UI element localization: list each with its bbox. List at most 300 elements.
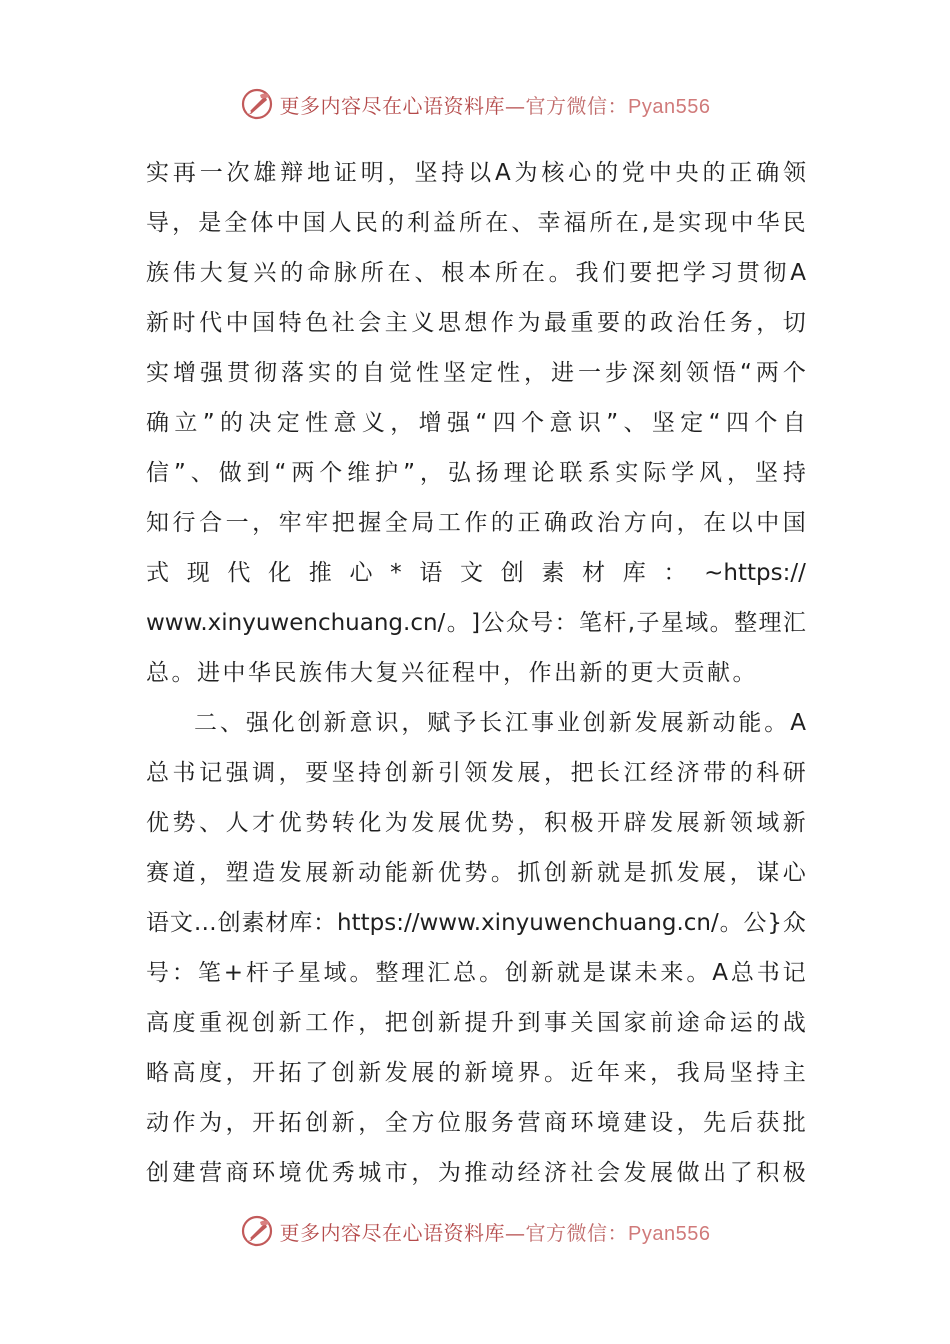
text-glyph: ,	[627, 610, 636, 636]
text-glyph: ，	[225, 1110, 249, 1136]
text-glyph: …	[193, 910, 217, 936]
text-glyph: 。	[548, 260, 572, 286]
text-glyph: 展	[703, 860, 727, 886]
text-glyph: 市	[384, 1160, 408, 1186]
text-line	[146, 198, 806, 248]
text-glyph: 福	[563, 210, 587, 236]
text-glyph: 所	[360, 260, 384, 286]
text-glyph: 营	[517, 1110, 541, 1136]
text-glyph: 了	[305, 1060, 329, 1086]
text-glyph: 彻	[254, 360, 277, 386]
text-glyph: 视	[225, 1010, 249, 1036]
text-glyph: 家	[623, 1010, 647, 1036]
text-glyph: 杆	[245, 960, 269, 986]
text-line	[146, 1048, 806, 1098]
text-glyph: 展	[411, 1060, 435, 1086]
text-glyph: 坚	[729, 1060, 753, 1086]
text-glyph: 推	[308, 560, 332, 586]
text-glyph: 创	[500, 560, 524, 586]
text-glyph: 动	[712, 710, 736, 736]
text-glyph: 化	[268, 560, 292, 586]
text-glyph: ，	[411, 1160, 435, 1186]
text-glyph: 作	[464, 510, 488, 536]
text-glyph: 事	[530, 710, 554, 736]
text-glyph: 新	[278, 1010, 302, 1036]
text-glyph: 局	[703, 1060, 727, 1086]
text-glyph: 众	[782, 910, 806, 936]
text-glyph: 是	[582, 960, 606, 986]
text-glyph: 理	[758, 610, 782, 636]
text-glyph: 命	[307, 260, 331, 286]
text-glyph: 的	[335, 360, 358, 386]
text-glyph: 、	[623, 410, 647, 436]
text-glyph: 前	[650, 1010, 674, 1036]
text-glyph: 开	[252, 1110, 276, 1136]
text-glyph: 业	[556, 710, 580, 736]
text-glyph: 个	[319, 460, 343, 486]
text-glyph: 展	[437, 810, 461, 836]
text-glyph: 文	[460, 560, 483, 586]
text-glyph: 强	[200, 360, 223, 386]
text-glyph: 境	[278, 1160, 302, 1186]
text-glyph: 步	[605, 360, 628, 386]
text-glyph: 服	[464, 1110, 488, 1136]
text-glyph: ，	[401, 710, 425, 736]
text-glyph: 城	[358, 1160, 382, 1186]
text-glyph: 幸	[537, 210, 561, 236]
text-glyph: 联	[559, 460, 583, 486]
text-glyph: 为	[384, 810, 408, 836]
text-glyph: 做	[676, 1160, 700, 1186]
text-glyph: 正	[729, 160, 753, 186]
text-glyph: 高	[146, 1010, 169, 1036]
text-glyph: ，	[676, 1110, 700, 1136]
text-glyph: 引	[437, 760, 461, 786]
text-glyph: 特	[278, 310, 302, 336]
text-glyph: 社	[331, 310, 355, 336]
text-glyph: 们	[602, 260, 626, 286]
text-line	[146, 898, 806, 948]
text-glyph: 到	[517, 1010, 541, 1036]
text-glyph: 兴	[253, 260, 277, 286]
text-glyph: 号	[146, 960, 169, 986]
text-glyph: 商	[543, 1110, 567, 1136]
text-glyph: 极	[570, 810, 594, 836]
text-glyph: 经	[650, 760, 674, 786]
text-glyph: 发	[634, 710, 658, 736]
text-glyph: 境	[597, 1110, 621, 1136]
text-glyph: 我	[676, 1060, 700, 1086]
text-glyph: 新	[782, 810, 806, 836]
text-glyph: 人	[225, 810, 249, 836]
text-glyph: 域	[323, 960, 347, 986]
text-glyph: ：	[663, 560, 687, 586]
text-glyph: 根	[441, 260, 465, 286]
quill-logo-icon	[240, 1214, 274, 1248]
text-glyph: 持	[782, 460, 806, 486]
text-glyph: 发	[650, 810, 674, 836]
text-glyph: 笔	[197, 960, 221, 986]
text-glyph: 辩	[280, 160, 304, 186]
text-glyph: 动	[358, 860, 382, 886]
text-glyph: 。	[479, 960, 503, 986]
text-glyph: 号	[530, 610, 554, 636]
text-glyph: 个	[521, 410, 545, 436]
text-glyph: 进	[551, 360, 574, 386]
text-glyph: 来	[660, 960, 684, 986]
text-line-paragraph-start	[146, 698, 806, 748]
text-glyph: 星	[660, 610, 684, 636]
text-glyph: 伟	[172, 260, 196, 286]
text-glyph: 是	[198, 210, 222, 236]
text-glyph: 近	[570, 1060, 594, 1086]
text-glyph: A	[712, 960, 728, 986]
text-glyph: 牢	[305, 510, 329, 536]
text-glyph: 学	[671, 460, 695, 486]
text-glyph: 总	[453, 960, 477, 986]
text-glyph: 商	[225, 1160, 249, 1186]
text-line	[146, 148, 806, 198]
text-glyph: 在	[703, 510, 727, 536]
text-glyph: 新	[686, 710, 710, 736]
text-glyph: 创	[331, 1060, 355, 1086]
text-glyph: 代	[199, 310, 223, 336]
text-glyph: 、	[199, 810, 223, 836]
text-glyph: 工	[305, 1010, 329, 1036]
text-glyph: 导	[146, 210, 169, 236]
text-glyph: 域	[685, 610, 709, 636]
text-glyph: 四	[725, 410, 749, 436]
text-glyph: 带	[703, 760, 727, 786]
text-glyph: 重	[570, 310, 594, 336]
text-glyph: 一	[225, 510, 249, 536]
text-glyph: 坚	[331, 760, 355, 786]
text-glyph: 环	[252, 1160, 276, 1186]
text-glyph: 新	[608, 710, 632, 736]
text-glyph: 造	[252, 860, 276, 886]
text-glyph: 优	[278, 810, 302, 836]
text-glyph: ，	[358, 1010, 382, 1036]
text-glyph: 式	[146, 560, 169, 586]
text-glyph: 子	[636, 610, 660, 636]
text-glyph: ,	[641, 210, 650, 236]
text-glyph: 工	[437, 510, 461, 536]
text-glyph: 的	[220, 410, 244, 436]
text-glyph: 展	[517, 760, 541, 786]
text-glyph: 脉	[333, 260, 357, 286]
text-glyph: 关	[570, 1010, 594, 1036]
text-glyph: ，	[543, 760, 567, 786]
text-glyph: 实	[146, 160, 169, 186]
text-glyph: 事	[543, 1010, 567, 1036]
quill-logo-icon	[240, 87, 274, 121]
text-glyph: 的	[702, 160, 726, 186]
text-glyph: 调	[252, 760, 276, 786]
text-glyph: A	[790, 260, 806, 286]
text-glyph: 要	[305, 760, 329, 786]
text-glyph: 务	[490, 1110, 514, 1136]
text-glyph: 积	[756, 1160, 780, 1186]
text-glyph: 汇	[427, 960, 451, 986]
text-glyph: 升	[490, 1010, 514, 1036]
text-glyph: 合	[199, 510, 223, 536]
text-glyph: ，	[252, 510, 276, 536]
text-glyph: 、	[414, 260, 438, 286]
text-glyph: 意	[349, 710, 373, 736]
text-glyph: 来	[623, 1060, 647, 1086]
text-line	[146, 548, 806, 598]
text-glyph: 中	[756, 510, 780, 536]
text-glyph: 位	[437, 1110, 461, 1136]
text-glyph: 创	[252, 1010, 276, 1036]
text-line	[146, 448, 806, 498]
text-glyph: ，	[517, 810, 541, 836]
text-line	[146, 748, 806, 798]
text-glyph: 方	[411, 1110, 435, 1136]
text-glyph: 的	[437, 1060, 461, 1086]
text-glyph: 自	[362, 360, 385, 386]
text-glyph: 我	[575, 260, 599, 286]
text-glyph: 会	[358, 310, 382, 336]
text-glyph: 。	[709, 610, 733, 636]
text-glyph: 领	[464, 760, 488, 786]
text-glyph: 新	[358, 1060, 382, 1086]
text-glyph: 思	[437, 310, 461, 336]
text-glyph: 代	[227, 560, 251, 586]
text-glyph: 治	[597, 510, 621, 536]
text-glyph: 把	[570, 760, 594, 786]
text-glyph: 优	[305, 1160, 329, 1186]
text-glyph: 系	[587, 460, 611, 486]
text-glyph: 新	[331, 860, 355, 886]
text-glyph: 以	[468, 160, 492, 186]
text-glyph: 。	[719, 910, 743, 936]
text-glyph: 做	[218, 460, 242, 486]
text-glyph: 确	[543, 510, 567, 536]
banner-slogan: 更多内容尽在心语资料库	[279, 93, 506, 118]
text-glyph: ，	[729, 860, 753, 886]
text-glyph: 以	[729, 510, 753, 536]
text-glyph: 为	[199, 1110, 223, 1136]
text-glyph: 新	[411, 760, 435, 786]
text-glyph: 中	[648, 160, 672, 186]
text-glyph: ，	[278, 760, 302, 786]
text-glyph: 创	[504, 960, 528, 986]
banner-wechat-label: 官方微信：	[525, 93, 629, 118]
text-glyph: 民	[354, 210, 378, 236]
text-glyph: 就	[597, 860, 621, 886]
text-glyph: 益	[433, 210, 457, 236]
text-line	[146, 498, 806, 548]
text-glyph: 深	[632, 360, 655, 386]
text-glyph: 库	[622, 560, 646, 586]
text-glyph: 心	[782, 860, 806, 886]
text-glyph: “	[740, 360, 752, 386]
text-glyph: 经	[517, 1160, 541, 1186]
text-glyph: 社	[570, 1160, 594, 1186]
text-glyph: ，	[756, 310, 780, 336]
text-glyph: 发	[384, 1060, 408, 1086]
text-glyph: 信	[146, 460, 169, 486]
text-glyph: 持	[441, 160, 465, 186]
text-glyph: 新	[530, 960, 554, 986]
text-glyph: 整	[734, 610, 758, 636]
text-glyph: ，	[387, 160, 411, 186]
text-glyph: 整	[375, 960, 399, 986]
text-line	[146, 348, 806, 398]
text-glyph: 任	[703, 310, 727, 336]
text-glyph: 坚	[651, 410, 675, 436]
text-line	[146, 1148, 806, 1198]
text-glyph: 性	[497, 360, 520, 386]
text-glyph: 人	[328, 210, 352, 236]
text-glyph: 势	[490, 810, 514, 836]
text-glyph: 学	[682, 260, 706, 286]
text-glyph: 作	[490, 310, 514, 336]
text-glyph: 决	[248, 410, 272, 436]
text-glyph: 谋	[608, 960, 632, 986]
text-glyph: “	[475, 410, 488, 436]
text-glyph: 落	[281, 360, 304, 386]
text-glyph: 国	[597, 1010, 621, 1036]
text-glyph: 坚	[754, 460, 778, 486]
text-glyph: 新	[323, 710, 347, 736]
text-glyph: 、	[190, 460, 214, 486]
text-glyph: 拓	[278, 1110, 302, 1136]
text-glyph: 长	[479, 710, 503, 736]
text-glyph: 把	[384, 1010, 408, 1036]
text-glyph: 优	[437, 860, 461, 886]
text-glyph: 获	[756, 1110, 780, 1136]
text-glyph: 华	[756, 210, 780, 236]
text-glyph: 持	[358, 760, 382, 786]
text-glyph: 体	[250, 210, 274, 236]
text-glyph: 研	[782, 760, 806, 786]
text-glyph: 政	[650, 310, 674, 336]
text-glyph: A	[494, 160, 511, 186]
text-glyph: 推	[464, 1160, 488, 1186]
text-glyph: ，	[524, 360, 547, 386]
text-glyph: 性	[416, 360, 439, 386]
text-glyph: 江	[623, 760, 647, 786]
text-line	[146, 398, 806, 448]
text-glyph: 国	[252, 310, 276, 336]
text-glyph: 展	[650, 1160, 674, 1186]
text-glyph: 途	[676, 1010, 700, 1036]
text-glyph: 批	[782, 1110, 806, 1136]
text-glyph: 公	[481, 610, 505, 636]
text-glyph: 贯	[736, 260, 760, 286]
text-glyph: 提	[464, 1010, 488, 1036]
text-glyph: 际	[643, 460, 667, 486]
text-glyph: 的	[756, 1010, 780, 1036]
text-glyph: 。	[686, 960, 710, 986]
text-glyph: 展	[660, 710, 684, 736]
text-glyph: 创	[543, 860, 567, 886]
text-glyph: 坚	[443, 360, 466, 386]
text-glyph: 一	[199, 160, 223, 186]
text-glyph: 国	[782, 510, 806, 536]
text-glyph: 材	[582, 560, 606, 586]
text-glyph: 强	[447, 410, 471, 436]
banner-separator: —	[505, 1220, 526, 1245]
text-glyph: 创	[146, 1160, 169, 1186]
text-glyph: 定	[680, 410, 704, 436]
text-glyph: 记	[199, 760, 223, 786]
text-glyph: 建	[623, 1110, 647, 1136]
text-glyph: 强	[225, 760, 249, 786]
text-glyph: 雄	[253, 160, 277, 186]
text-glyph: 个	[754, 410, 778, 436]
text-line	[146, 848, 806, 898]
text-glyph: A	[790, 710, 806, 736]
text-glyph: 实	[146, 360, 169, 386]
text-glyph: ，	[358, 1110, 382, 1136]
text-glyph: 在	[387, 260, 411, 286]
text-glyph: 为	[514, 160, 538, 186]
text-glyph: 开	[252, 1060, 276, 1086]
text-glyph: 所	[589, 210, 613, 236]
text-glyph: 予	[453, 710, 477, 736]
text-glyph: 义	[361, 410, 385, 436]
text-glyph: 化	[358, 810, 382, 836]
text-glyph: 要	[597, 310, 621, 336]
text-glyph: 所	[459, 210, 483, 236]
text-glyph: 道	[172, 860, 196, 886]
text-glyph: 心	[568, 160, 592, 186]
text-glyph: 才	[252, 810, 276, 836]
text-glyph: 新	[437, 1010, 461, 1036]
text-glyph: 济	[543, 1160, 567, 1186]
text-glyph: 义	[411, 310, 435, 336]
text-glyph: 自	[782, 410, 806, 436]
text-glyph: 创	[297, 710, 321, 736]
text-glyph: 扬	[475, 460, 499, 486]
text-glyph: 理	[401, 960, 425, 986]
text-glyph: 护	[375, 460, 399, 486]
text-glyph: 心	[349, 560, 373, 586]
text-glyph: 切	[782, 310, 806, 336]
text-glyph: *	[390, 560, 402, 586]
text-glyph: 化	[271, 710, 295, 736]
text-glyph: 素	[541, 560, 565, 586]
text-glyph: 材	[265, 910, 289, 936]
text-glyph: 是	[623, 860, 647, 886]
text-glyph: 环	[570, 1110, 594, 1136]
text-glyph: 高	[172, 1060, 196, 1086]
text-glyph: 新	[146, 310, 169, 336]
text-glyph: 民	[782, 210, 806, 236]
text-glyph: 总	[146, 760, 169, 786]
banner-account: Pyan556	[628, 1222, 711, 1245]
text-glyph: 展	[676, 810, 700, 836]
text-glyph: 新	[331, 1110, 355, 1136]
banner-text	[280, 1217, 711, 1246]
banner-separator: —	[505, 93, 526, 118]
text-glyph: 领	[782, 160, 806, 186]
text-glyph: ，	[676, 510, 700, 536]
text-glyph: 全	[384, 1110, 408, 1136]
text-glyph: “	[274, 460, 287, 486]
text-glyph: 所	[494, 260, 518, 286]
text-glyph: https://www.xinyuwenchuang.cn/	[337, 910, 719, 936]
text-glyph: 央	[675, 160, 699, 186]
text-glyph: 作	[172, 1110, 196, 1136]
text-glyph: 境	[490, 1060, 514, 1086]
text-glyph: 本	[468, 260, 492, 286]
text-glyph: 重	[199, 1010, 223, 1036]
text-glyph: 把	[656, 260, 680, 286]
